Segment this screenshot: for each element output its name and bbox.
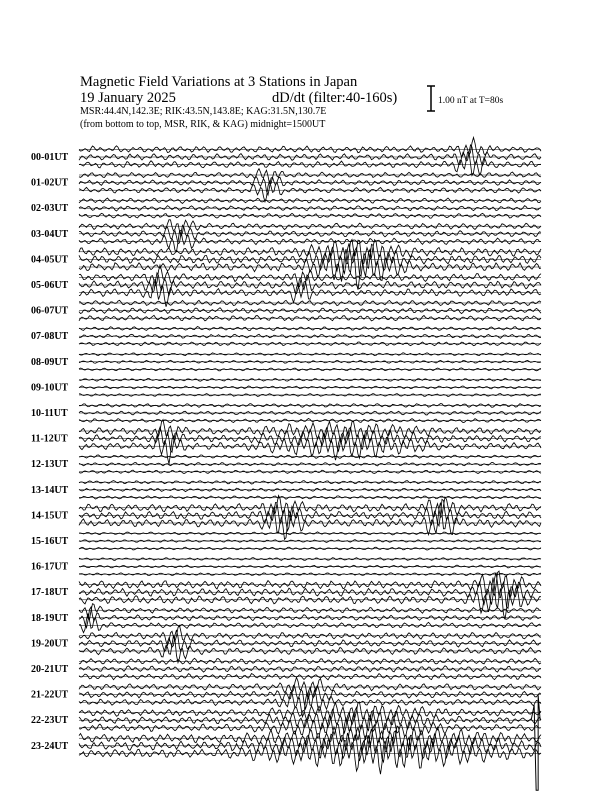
hour-label: 00-01UT [31, 152, 69, 163]
hour-label: 17-18UT [31, 587, 69, 599]
trace-msr [79, 152, 541, 175]
trace-rik [79, 565, 541, 568]
trace-rik [79, 145, 541, 166]
trace-kag [79, 220, 541, 236]
hour-label: 09-10UT [31, 382, 69, 394]
hour-label: 14-15UT [31, 510, 69, 522]
trace-msr [79, 181, 541, 202]
hour-label: 21-22UT [31, 689, 69, 701]
chart-quantity: dD/dt (filter:40-160s) [272, 90, 398, 106]
hour-label: 22-23UT [31, 715, 69, 727]
hour-label: 10-11UT [31, 408, 68, 419]
trace-rik [79, 488, 541, 491]
scale-bar-label: 1.00 nT at T=80s [438, 96, 504, 106]
hour-label: 20-21UT [31, 664, 69, 675]
hour-labels [31, 152, 69, 752]
trace-rik [79, 386, 541, 389]
trace-msr [79, 635, 541, 662]
hour-label: 23-24UT [31, 740, 69, 752]
station-order-note: (from bottom to top, MSR, RIK, & KAG) midnight=1500UT [80, 119, 326, 130]
chart-title: Magnetic Field Variations at 3 Stations in Japan [80, 74, 358, 90]
trace-kag [79, 604, 541, 620]
scale-bar [427, 86, 503, 111]
chart-date: 19 January 2025 [80, 90, 176, 106]
hour-label: 04-05UT [31, 254, 69, 266]
hour-label: 11-12UT [31, 433, 68, 445]
trace-msr [79, 432, 541, 464]
hour-label: 15-16UT [31, 536, 69, 547]
trace-msr [79, 614, 541, 633]
hour-label: 13-14UT [31, 484, 69, 496]
trace-kag [79, 327, 541, 331]
hour-label: 16-17UT [31, 561, 69, 573]
station-coordinates: MSR:44.4N,142.3E; RIK:43.5N,143.8E; KAG:31.5N,130.7E [80, 106, 327, 117]
traces [79, 138, 541, 791]
trace-msr [79, 547, 541, 550]
hour-label: 01-02UT [31, 177, 69, 189]
hour-label: 06-07UT [31, 305, 69, 317]
hour-label: 05-06UT [31, 280, 69, 291]
hour-label: 02-03UT [31, 203, 69, 215]
trace-rik [79, 499, 541, 530]
hour-label: 19-20UT [31, 638, 69, 650]
hour-label: 12-13UT [31, 459, 69, 471]
hour-label: 03-04UT [31, 228, 69, 240]
hour-label: 08-09UT [31, 356, 69, 368]
hour-label: 07-08UT [31, 331, 69, 343]
trace-rik [79, 729, 541, 762]
hour-label: 18-19UT [31, 612, 69, 624]
